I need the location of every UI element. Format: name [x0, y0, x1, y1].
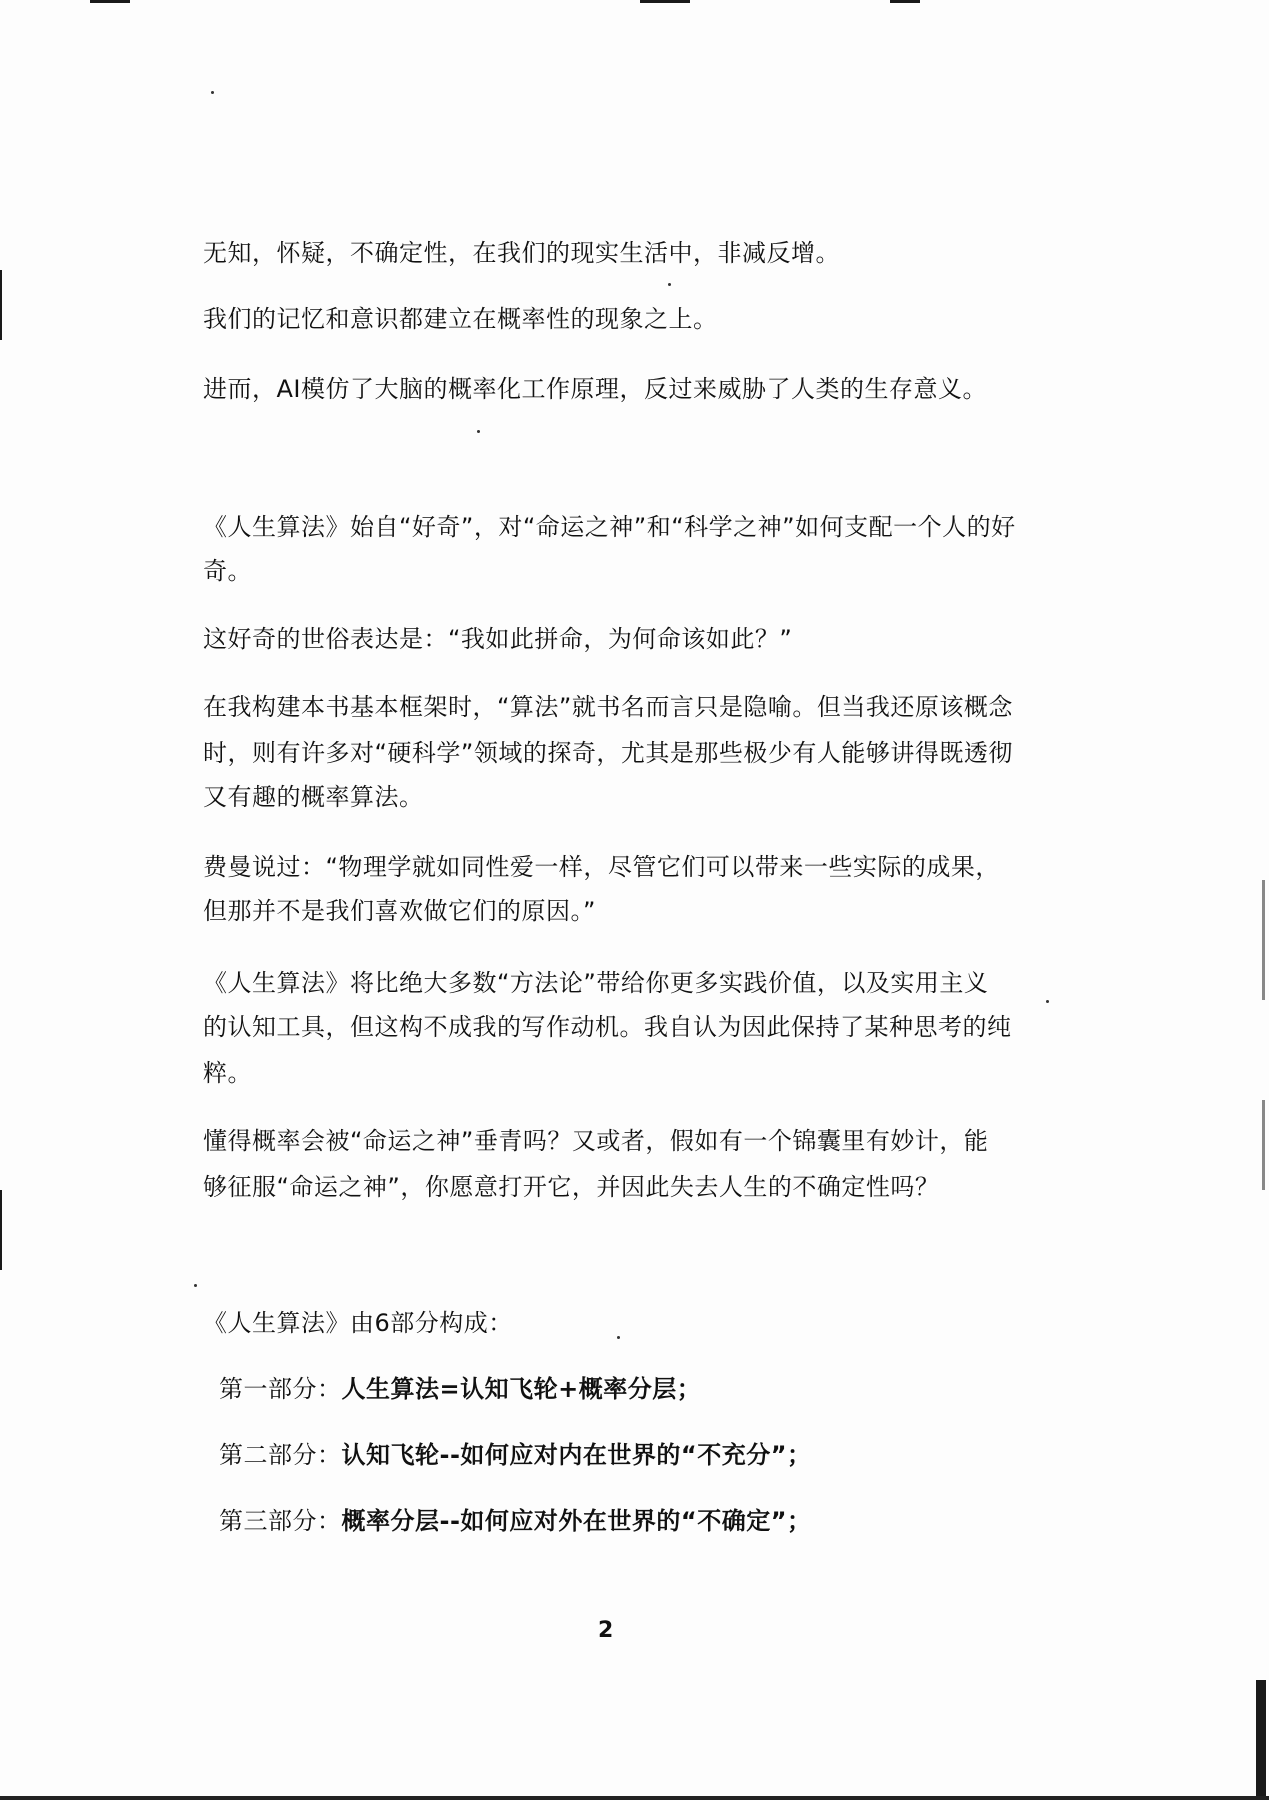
part-label: 第一部分： [219, 1375, 342, 1403]
paragraph-line: 粹。 [203, 1059, 252, 1087]
paragraph-line: 进而，AI模仿了大脑的概率化工作原理，反过来威胁了人类的生存意义。 [203, 375, 987, 403]
paragraph-line: 奇。 [203, 557, 252, 585]
scan-edge-mark [640, 0, 690, 3]
paragraph-line: 懂得概率会被“命运之神”垂青吗？又或者，假如有一个锦囊里有妙计，能 [203, 1127, 989, 1155]
scan-speck [617, 1336, 620, 1339]
part-item [219, 1440, 811, 1470]
paragraph-line: 又有趣的概率算法。 [203, 783, 424, 811]
paragraph-line: 《人生算法》将比绝大多数“方法论”带给你更多实践价值，以及实用主义 [203, 969, 989, 997]
scan-speck [477, 430, 480, 433]
paragraph-line: 我们的记忆和意识都建立在概率性的现象之上。 [203, 305, 718, 333]
scan-edge-mark [0, 1190, 2, 1270]
paragraph-line: 费曼说过：“物理学就如同性爱一样，尽管它们可以带来一些实际的成果， [203, 853, 1000, 881]
part-item [219, 1374, 701, 1404]
scan-speck [211, 91, 214, 94]
part-body: 认知飞轮--如何应对内在世界的“不充分”； [341, 1441, 812, 1469]
scan-edge-mark [1262, 880, 1265, 1000]
scan-edge-mark [0, 1796, 1269, 1800]
scan-speck [1046, 1000, 1049, 1003]
paragraph-line: 在我构建本书基本框架时，“算法”就书名而言只是隐喻。但当我还原该概念 [203, 693, 1013, 721]
scan-edge-mark [90, 0, 130, 3]
scan-edge-mark [890, 0, 920, 3]
part-body: 概率分层--如何应对外在世界的“不确定”； [341, 1507, 812, 1535]
paragraph-line: 够征服“命运之神”，你愿意打开它，并因此失去人生的不确定性吗？ [203, 1173, 940, 1201]
paragraph-line: 《人生算法》始自“好奇”，对“命运之神”和“科学之神”如何支配一个人的好 [203, 513, 1016, 541]
scan-speck [668, 283, 671, 286]
scan-edge-mark [1256, 1680, 1266, 1798]
scan-edge-mark [0, 270, 2, 340]
part-label: 第三部分： [219, 1507, 342, 1535]
part-item [219, 1506, 811, 1536]
paragraph-line: 这好奇的世俗表达是：“我如此拼命，为何命该如此？” [203, 625, 793, 653]
paragraph-line: 无知，怀疑，不确定性，在我们的现实生活中，非减反增。 [203, 239, 840, 267]
scan-speck [194, 1284, 197, 1287]
scan-edge-mark [1262, 1100, 1265, 1190]
paragraph-line: 的认知工具，但这构不成我的写作动机。我自认为因此保持了某种思考的纯 [203, 1013, 1012, 1041]
part-label: 第二部分： [219, 1441, 342, 1469]
part-body: 人生算法=认知飞轮+概率分层； [341, 1375, 702, 1403]
paragraph-line: 《人生算法》由6部分构成： [203, 1309, 513, 1337]
paragraph-line: 时，则有许多对“硬科学”领域的探奇，尤其是那些极少有人能够讲得既透彻 [203, 739, 1013, 767]
page-number: 2 [598, 1618, 614, 1643]
paragraph-line: 但那并不是我们喜欢做它们的原因。” [203, 897, 596, 925]
